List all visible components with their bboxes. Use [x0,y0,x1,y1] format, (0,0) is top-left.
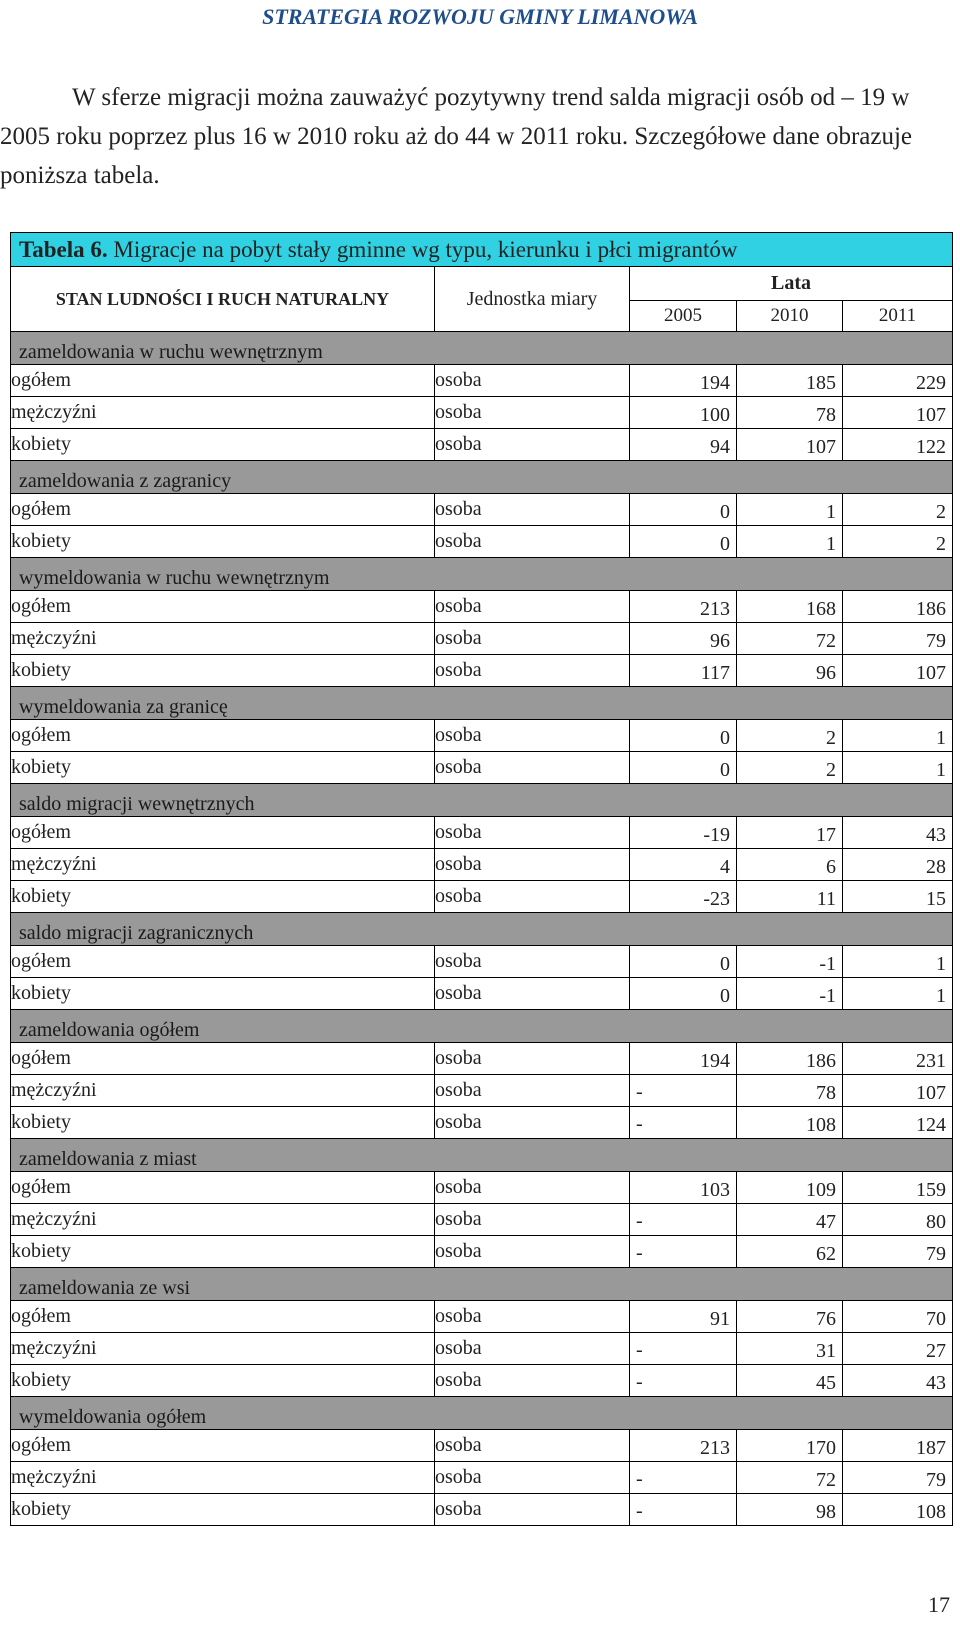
row-unit: osoba [435,946,630,978]
value-text: 0 [720,953,730,975]
value-text: - [636,1371,643,1393]
value-cell-2011 [843,655,953,687]
value-cell-2005 [630,1107,737,1139]
col-header-year: 2005 [630,301,737,332]
table-row [11,1075,953,1107]
value-cell-2010 [737,365,843,397]
value-text: 43 [926,1372,947,1394]
value-cell-2010 [737,752,843,784]
value-cell-2005 [630,1043,737,1075]
value-cell-2011 [843,881,953,913]
value-text: 11 [816,888,836,910]
value-cell-2005 [630,946,737,978]
section-row [11,784,953,817]
value-text: 28 [926,856,947,878]
row-label: mężczyźni [11,849,435,881]
value-text: 62 [816,1243,836,1265]
value-cell-2011 [843,752,953,784]
row-unit: osoba [435,1494,630,1526]
value-cell-2010 [737,849,843,881]
row-label: mężczyźni [11,1462,435,1494]
table-caption-row [11,233,953,267]
value-cell-2005 [630,1333,737,1365]
row-unit: osoba [435,526,630,558]
value-text: 17 [816,824,836,846]
table-row [11,881,953,913]
table-row [11,494,953,526]
value-text: 1 [936,985,947,1007]
value-cell-2010 [737,946,843,978]
value-text: 0 [720,985,730,1007]
row-unit: osoba [435,881,630,913]
table-row [11,1494,953,1526]
value-cell-2005 [630,1301,737,1333]
section-title: zameldowania ogółem [11,1010,953,1043]
migration-table-body [11,233,953,1526]
row-label: mężczyźni [11,1204,435,1236]
value-text: 108 [806,1114,836,1136]
section-row [11,558,953,591]
row-unit: osoba [435,429,630,461]
value-cell-2011 [843,1236,953,1268]
row-unit: osoba [435,1430,630,1462]
table-row [11,429,953,461]
value-text: 45 [816,1372,836,1394]
section-title: wymeldowania w ruchu wewnętrznym [11,558,953,591]
value-text: 1 [936,759,947,781]
table-row [11,720,953,752]
value-text: 170 [806,1437,836,1459]
section-title: zameldowania ze wsi [11,1268,953,1301]
value-cell-2010 [737,1075,843,1107]
value-text: 122 [916,436,947,458]
value-text: 96 [816,662,836,684]
value-cell-2010 [737,1430,843,1462]
row-unit: osoba [435,494,630,526]
value-text: 0 [720,727,730,749]
section-title: zameldowania z miast [11,1139,953,1172]
row-label: ogółem [11,365,435,397]
table-row [11,591,953,623]
row-label: kobiety [11,1236,435,1268]
row-label: ogółem [11,591,435,623]
value-cell-2010 [737,1365,843,1397]
value-cell-2010 [737,623,843,655]
row-unit: osoba [435,1043,630,1075]
row-unit: osoba [435,365,630,397]
value-text: 107 [806,436,836,458]
value-cell-2011 [843,1107,953,1139]
value-text: 108 [916,1501,947,1523]
value-cell-2010 [737,591,843,623]
table-row [11,1172,953,1204]
section-row [11,1010,953,1043]
table-row [11,1301,953,1333]
value-cell-2005 [630,623,737,655]
value-cell-2005 [630,1430,737,1462]
row-label: ogółem [11,946,435,978]
value-cell-2005 [630,397,737,429]
value-cell-2011 [843,1204,953,1236]
value-cell-2005 [630,526,737,558]
row-label: ogółem [11,1172,435,1204]
row-label: ogółem [11,494,435,526]
value-text: 1 [936,727,947,749]
value-cell-2010 [737,978,843,1010]
value-text: 0 [720,759,730,781]
value-cell-2010 [737,1172,843,1204]
value-text: 2 [826,759,836,781]
section-row [11,1397,953,1430]
row-label: kobiety [11,881,435,913]
value-text: 79 [926,1469,947,1491]
table-row [11,397,953,429]
row-unit: osoba [435,397,630,429]
value-text: 79 [926,1243,947,1265]
value-text: - [636,1468,643,1490]
value-text: 98 [816,1501,836,1523]
page-number: 17 [928,1592,950,1617]
value-cell-2005 [630,1494,737,1526]
col-header-years-group: Lata [630,267,953,301]
table-row [11,1043,953,1075]
section-title: saldo migracji zagranicznych [11,913,953,946]
value-cell-2011 [843,397,953,429]
value-cell-2005 [630,1204,737,1236]
value-cell-2010 [737,397,843,429]
value-text: 27 [926,1340,947,1362]
row-label: kobiety [11,1494,435,1526]
value-cell-2005 [630,881,737,913]
value-cell-2011 [843,365,953,397]
value-text: 168 [806,598,836,620]
value-text: 194 [700,372,730,394]
value-text: 94 [710,436,730,458]
row-unit: osoba [435,623,630,655]
value-text: 76 [816,1308,836,1330]
table-row [11,1236,953,1268]
value-cell-2005 [630,1462,737,1494]
row-label: kobiety [11,752,435,784]
table-header-row [11,267,953,301]
value-text: 96 [710,630,730,652]
value-text: 186 [806,1050,836,1072]
value-text: 100 [700,404,730,426]
value-text: - [636,1210,643,1232]
value-cell-2010 [737,817,843,849]
section-title: saldo migracji wewnętrznych [11,784,953,817]
value-text: 109 [806,1179,836,1201]
section-row [11,1268,953,1301]
section-title: wymeldowania ogółem [11,1397,953,1430]
table-row [11,365,953,397]
row-unit: osoba [435,1365,630,1397]
value-text: 0 [720,501,730,523]
value-cell-2010 [737,655,843,687]
value-text: 78 [816,404,836,426]
value-cell-2010 [737,1494,843,1526]
section-title: wymeldowania za granicę [11,687,953,720]
value-cell-2011 [843,817,953,849]
value-cell-2005 [630,655,737,687]
value-text: - [636,1242,643,1264]
value-cell-2011 [843,1462,953,1494]
value-text: 2 [936,533,947,555]
value-text: 78 [816,1082,836,1104]
value-cell-2011 [843,1075,953,1107]
value-cell-2005 [630,1172,737,1204]
row-label: kobiety [11,429,435,461]
row-label: ogółem [11,720,435,752]
value-cell-2011 [843,1494,953,1526]
value-cell-2011 [843,623,953,655]
row-unit: osoba [435,1107,630,1139]
value-text: -19 [703,824,730,846]
row-unit: osoba [435,1172,630,1204]
value-text: 186 [916,598,947,620]
row-label: mężczyźni [11,1333,435,1365]
value-text: 15 [926,888,947,910]
value-text: 231 [916,1050,947,1072]
row-unit: osoba [435,1236,630,1268]
value-text: 107 [916,404,947,426]
value-cell-2010 [737,1236,843,1268]
table-row [11,752,953,784]
value-cell-2010 [737,1333,843,1365]
value-text: -1 [819,953,836,975]
row-unit: osoba [435,1462,630,1494]
row-unit: osoba [435,849,630,881]
section-row [11,687,953,720]
value-text: 124 [916,1114,947,1136]
value-cell-2011 [843,978,953,1010]
value-cell-2011 [843,849,953,881]
value-cell-2005 [630,752,737,784]
table-row [11,623,953,655]
table-row [11,1462,953,1494]
value-cell-2011 [843,429,953,461]
section-row [11,461,953,494]
row-unit: osoba [435,1301,630,1333]
row-unit: osoba [435,655,630,687]
value-text: 4 [720,856,730,878]
value-text: 107 [916,1082,947,1104]
value-cell-2005 [630,365,737,397]
value-cell-2010 [737,881,843,913]
row-unit: osoba [435,591,630,623]
value-cell-2010 [737,494,843,526]
row-label: kobiety [11,978,435,1010]
section-row [11,332,953,365]
table-row [11,526,953,558]
value-cell-2011 [843,494,953,526]
value-cell-2011 [843,1043,953,1075]
value-text: - [636,1500,643,1522]
value-cell-2011 [843,591,953,623]
value-cell-2010 [737,1204,843,1236]
value-text: 107 [916,662,947,684]
intro-paragraph: W sferze migracji można zauważyć pozytywny trend salda migracji osób od – 19 w 2005 roku poprzez plus 16 w 2010 roku aż do 44 w 2011 roku. Szczegółowe dane obrazuje poniższa tabela. [0,84,913,189]
col-header-year: 2011 [843,301,953,332]
value-text: 72 [816,1469,836,1491]
value-text: 1 [826,501,836,523]
table-row [11,1333,953,1365]
row-unit: osoba [435,720,630,752]
row-label: kobiety [11,526,435,558]
table-row [11,817,953,849]
value-cell-2005 [630,591,737,623]
value-text: 72 [816,630,836,652]
table-caption-label: Tabela 6. [19,236,108,262]
value-text: 187 [916,1437,947,1459]
value-text: 117 [700,662,730,684]
value-cell-2005 [630,1075,737,1107]
value-cell-2011 [843,720,953,752]
value-text: 103 [700,1179,730,1201]
value-text: 70 [926,1308,947,1330]
value-text: -1 [819,985,836,1007]
section-row [11,1139,953,1172]
row-label: kobiety [11,655,435,687]
col-header-unit: Jednostka miary [435,267,630,332]
value-cell-2010 [737,1107,843,1139]
value-cell-2010 [737,720,843,752]
table-row [11,1107,953,1139]
value-text: 185 [806,372,836,394]
value-text: 1 [936,953,947,975]
row-label: kobiety [11,1365,435,1397]
table-row [11,1365,953,1397]
value-text: 43 [926,824,947,846]
document-header: STRATEGIA ROZWOJU GMINY LIMANOWA [262,4,698,29]
value-text: 2 [936,501,947,523]
table-row [11,946,953,978]
value-text: - [636,1339,643,1361]
row-label: ogółem [11,1301,435,1333]
value-cell-2005 [630,817,737,849]
table-row [11,1204,953,1236]
value-cell-2011 [843,946,953,978]
value-text: - [636,1113,643,1135]
table-row [11,849,953,881]
value-cell-2010 [737,1301,843,1333]
row-label: ogółem [11,1430,435,1462]
col-header-stub: STAN LUDNOŚCI I RUCH NATURALNY [11,267,435,332]
value-text: 213 [700,598,730,620]
value-cell-2005 [630,429,737,461]
value-text: 6 [826,856,836,878]
row-unit: osoba [435,752,630,784]
row-label: ogółem [11,1043,435,1075]
row-label: mężczyźni [11,623,435,655]
row-label: ogółem [11,817,435,849]
value-cell-2005 [630,494,737,526]
value-text: 91 [710,1308,730,1330]
value-cell-2011 [843,526,953,558]
table-row [11,978,953,1010]
value-cell-2011 [843,1430,953,1462]
row-label: mężczyźni [11,1075,435,1107]
value-text: 79 [926,630,947,652]
migration-table [10,232,953,1526]
value-text: 0 [720,533,730,555]
row-unit: osoba [435,1075,630,1107]
value-text: -23 [703,888,730,910]
table-row [11,655,953,687]
value-cell-2011 [843,1333,953,1365]
value-cell-2010 [737,429,843,461]
value-cell-2010 [737,526,843,558]
value-text: 2 [826,727,836,749]
value-text: 213 [700,1437,730,1459]
value-cell-2011 [843,1301,953,1333]
value-text: - [636,1081,643,1103]
row-label: mężczyźni [11,397,435,429]
col-header-year: 2010 [737,301,843,332]
value-cell-2010 [737,1043,843,1075]
value-text: 194 [700,1050,730,1072]
value-text: 1 [826,533,836,555]
value-cell-2005 [630,720,737,752]
section-title: zameldowania z zagranicy [11,461,953,494]
value-text: 47 [816,1211,836,1233]
value-text: 229 [916,372,947,394]
row-unit: osoba [435,817,630,849]
value-cell-2005 [630,849,737,881]
value-cell-2005 [630,1365,737,1397]
row-unit: osoba [435,978,630,1010]
value-cell-2011 [843,1172,953,1204]
section-row [11,913,953,946]
value-cell-2005 [630,1236,737,1268]
value-cell-2011 [843,1365,953,1397]
row-label: kobiety [11,1107,435,1139]
row-unit: osoba [435,1333,630,1365]
value-cell-2005 [630,978,737,1010]
value-text: 159 [916,1179,947,1201]
value-text: 31 [816,1340,836,1362]
row-unit: osoba [435,1204,630,1236]
table-caption [11,233,953,267]
value-text: 80 [926,1211,947,1233]
table-row [11,1430,953,1462]
section-title: zameldowania w ruchu wewnętrznym [11,332,953,365]
value-cell-2010 [737,1462,843,1494]
table-caption-text: Migracje na pobyt stały gminne wg typu, kierunku i płci migrantów [107,236,738,262]
